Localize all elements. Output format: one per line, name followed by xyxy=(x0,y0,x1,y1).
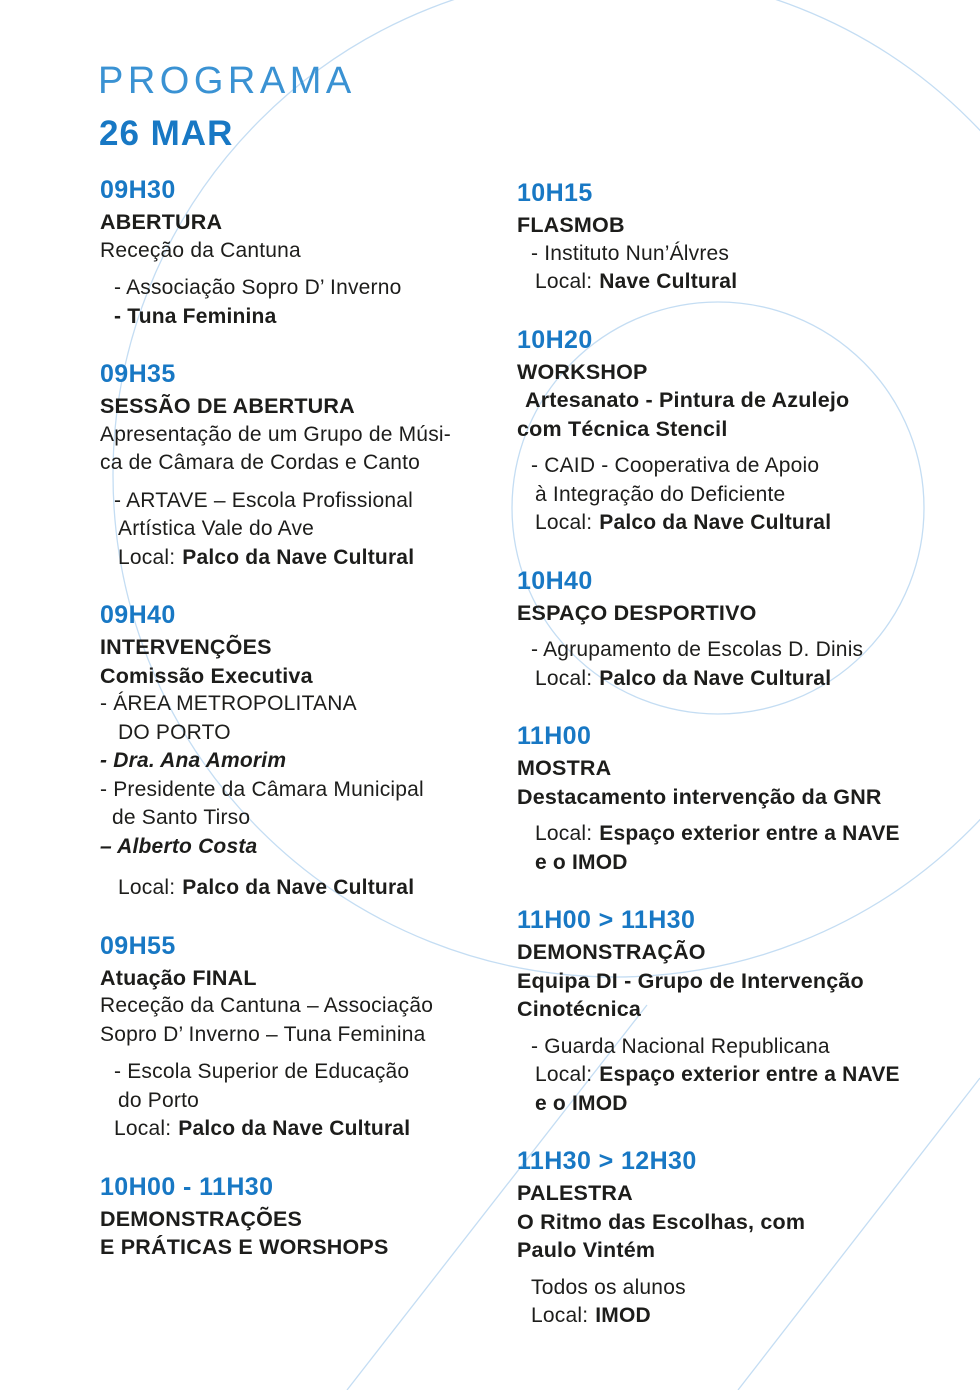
page-title: PROGRAMA xyxy=(98,60,356,102)
event-10h15 xyxy=(517,178,962,297)
event-subtitle: Artesanato - Pintura de Azulejo xyxy=(525,388,850,412)
event-subtitle: Comissão Executiva xyxy=(100,663,313,688)
event-subtitle: O Ritmo das Escolhas, com xyxy=(517,1209,806,1234)
location-value: Palco da Nave Cultural xyxy=(599,666,832,690)
event-participant: à Integração do Deficiente xyxy=(535,482,786,506)
event-time: 10H15 xyxy=(517,179,593,207)
event-time: 10H00 - 11H30 xyxy=(100,1172,274,1201)
event-participant: - ARTAVE – Escola Profissional xyxy=(114,488,413,512)
event-location xyxy=(100,544,480,573)
left-column xyxy=(100,175,480,1290)
event-location-continued: e o IMOD xyxy=(535,850,628,874)
event-participant: - Associação Sopro D’ Inverno xyxy=(114,276,402,299)
event-09h35 xyxy=(100,359,480,572)
event-10h00-11h30 xyxy=(100,1172,480,1262)
location-value: Palco da Nave Cultural xyxy=(599,511,832,534)
location-label: Local: xyxy=(114,1117,172,1140)
event-time: 09H40 xyxy=(100,601,176,629)
event-participant: - Guarda Nacional Republicana xyxy=(531,1034,830,1058)
event-participant: Artística Vale do Ave xyxy=(118,517,315,540)
event-location xyxy=(517,509,962,538)
event-participant: - Escola Superior de Educação xyxy=(114,1060,410,1083)
event-text: ca de Câmara de Cordas e Canto xyxy=(100,451,421,474)
event-audience: Todos os alunos xyxy=(531,1275,686,1299)
event-text: Apresentação de um Grupo de Músi- xyxy=(100,422,451,446)
event-participant: - Agrupamento de Escolas D. Dinis xyxy=(531,638,864,661)
event-location xyxy=(100,1115,480,1144)
location-label: Local: xyxy=(535,666,593,690)
event-text: Receção da Cantuna – Associação xyxy=(100,994,434,1017)
event-title: SESSÃO DE ABERTURA xyxy=(100,394,355,418)
event-participant: - Presidente da Câmara Municipal xyxy=(100,777,424,801)
event-subtitle: Cinotécnica xyxy=(517,997,642,1021)
event-title: E PRÁTICAS E WORSHOPS xyxy=(100,1235,389,1259)
event-title: FLASMOB xyxy=(517,213,625,237)
event-location xyxy=(517,820,962,849)
event-location-continued: e o IMOD xyxy=(535,1091,628,1115)
event-time: 11H00 xyxy=(517,722,592,750)
event-11h00-11h30 xyxy=(517,905,962,1118)
event-text: Receção da Cantuna xyxy=(100,238,301,262)
event-participant: - Instituto Nun’Álvres xyxy=(531,241,730,265)
event-10h20 xyxy=(517,325,962,538)
location-label: Local: xyxy=(118,545,176,569)
event-time: 10H40 xyxy=(517,566,593,595)
event-location xyxy=(517,1302,962,1331)
event-title: ABERTURA xyxy=(100,210,223,234)
location-label: Local: xyxy=(531,1304,589,1327)
event-text: Sopro D’ Inverno – Tuna Feminina xyxy=(100,1022,426,1046)
event-subtitle: com Técnica Stencil xyxy=(517,416,728,441)
event-11h30-12h30 xyxy=(517,1146,962,1331)
event-09h30 xyxy=(100,175,480,331)
location-label: Local: xyxy=(535,822,593,845)
event-participant: DO PORTO xyxy=(118,720,231,744)
program-date: 26 MAR xyxy=(99,114,234,153)
event-09h55 xyxy=(100,931,480,1144)
event-participant: - CAID - Cooperativa de Apoio xyxy=(531,454,820,477)
event-title: ESPAÇO DESPORTIVO xyxy=(517,600,757,625)
event-participant: do Porto xyxy=(118,1088,199,1112)
event-location xyxy=(517,1061,962,1090)
location-label: Local: xyxy=(118,876,176,899)
location-label: Local: xyxy=(535,511,593,534)
event-title: MOSTRA xyxy=(517,756,612,780)
event-11h00 xyxy=(517,721,962,877)
event-title: INTERVENÇÕES xyxy=(100,635,272,659)
event-time: 11H30 > 12H30 xyxy=(517,1147,697,1175)
location-label: Local: xyxy=(535,1063,593,1086)
location-value: Palco da Nave Cultural xyxy=(182,545,415,569)
event-subtitle: Destacamento intervenção da GNR xyxy=(517,784,882,809)
location-value: IMOD xyxy=(595,1304,651,1327)
event-title: Atuação FINAL xyxy=(100,965,257,990)
location-value: Espaço exterior entre a NAVE xyxy=(599,1063,900,1086)
event-title: DEMONSTRAÇÕES xyxy=(100,1206,303,1231)
event-speaker: – Alberto Costa xyxy=(100,834,258,858)
event-09h40 xyxy=(100,600,480,903)
event-time: 09H35 xyxy=(100,360,176,388)
event-location xyxy=(517,665,962,694)
event-location xyxy=(100,874,480,903)
event-10h40 xyxy=(517,566,962,694)
event-subtitle: Equipa DI - Grupo de Intervenção xyxy=(517,968,864,993)
location-value: Nave Cultural xyxy=(599,270,738,293)
event-participant: - ÁREA METROPOLITANA xyxy=(100,692,357,715)
event-participant: - Tuna Feminina xyxy=(114,304,277,328)
right-column xyxy=(517,178,962,1359)
event-time: 11H00 > 11H30 xyxy=(517,906,696,934)
location-value: Palco da Nave Cultural xyxy=(178,1117,411,1140)
event-time: 09H55 xyxy=(100,931,176,960)
event-speaker: - Dra. Ana Amorim xyxy=(100,749,287,772)
event-participant: de Santo Tirso xyxy=(112,806,251,829)
event-subtitle: Paulo Vintém xyxy=(517,1238,656,1262)
location-value: Palco da Nave Cultural xyxy=(182,876,415,899)
event-location xyxy=(517,268,962,297)
event-time: 09H30 xyxy=(100,176,176,204)
event-title: PALESTRA xyxy=(517,1181,633,1205)
event-title: WORKSHOP xyxy=(517,359,648,384)
event-time: 10H20 xyxy=(517,325,593,354)
location-value: Espaço exterior entre a NAVE xyxy=(599,822,900,845)
location-label: Local: xyxy=(535,270,593,293)
event-title: DEMONSTRAÇÃO xyxy=(517,940,706,964)
